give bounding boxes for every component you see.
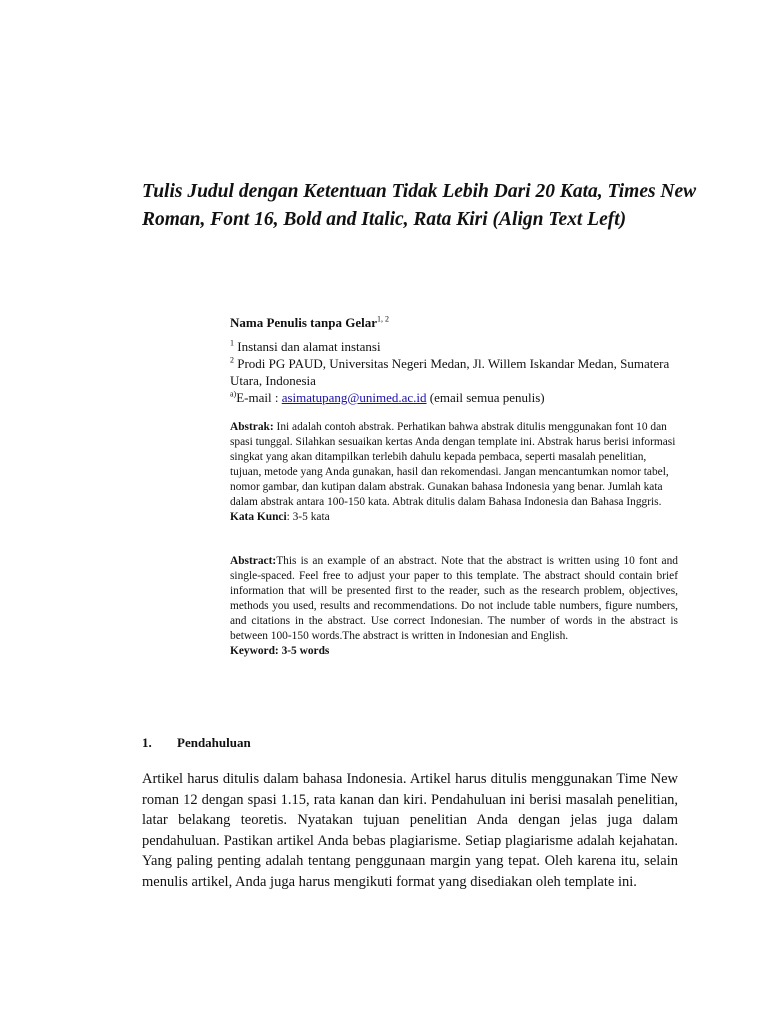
affiliation-2-text: Prodi PG PAUD, Universitas Negeri Medan, Jl. Willem Iskandar Medan, Sumatera Utara, Indonesia — [230, 356, 670, 388]
abstract-id-text: Ini adalah contoh abstrak. Perhatikan bahwa abstrak ditulis menggunakan font 10 dan spasi tunggal. Silahkan sesuaikan kertas Anda dengan template ini. Abstrak harus berisi informasi singkat yang akan ditampilkan terlebih dahulu kepada pembaca, seperti masalah penelitian, tujuan, metode yang Anda gunakan, hasil dan rekomendasi. Jangan mencantumkan nomor tabel, nomor gambar, dan kutipan dalam abstrak. Gunakan bahasa Indonesia yang benar. Jumlah kata dalam abstrak antara 100-150 kata. Abtrak ditulis dalam Bahasa Indonesia dan Bahasa Inggris. — [230, 421, 676, 508]
affiliation-1-sup: 1 — [230, 338, 234, 348]
email-suffix: (email semua penulis) — [426, 390, 545, 405]
email-link[interactable]: asimatupang@unimed.ac.id — [281, 390, 427, 405]
affiliation-1 — [230, 338, 678, 355]
email-prefix: E-mail : — [236, 390, 282, 405]
abstract-en-label: Abstract: — [230, 555, 277, 567]
section-body: Artikel harus ditulis dalam bahasa Indonesia. Artikel harus ditulis menggunakan Time New roman 12 dengan spasi 1.15, rata kanan dan kiri. Pendahuluan ini berisi masalah penelitian, latar belakang teoretis. Nyatakan tujuan penelitian Anda dengan jelas juga dalam pendahuluan. Pastikan artikel Anda bebas plagiarisme. Setiap plagiarisme adalah kejahatan. Yang paling penting adalah tentang penggunaan margin yang tepat. Oleh karena itu, selain menulis artikel, Anda juga harus mengikuti format yang disediakan oleh template ini. — [142, 771, 678, 890]
keywords-id — [230, 510, 678, 525]
author-name — [230, 314, 678, 332]
abstract-english — [230, 554, 678, 659]
section-number: 1. — [142, 735, 152, 750]
affiliation-1-text: Instansi dan alamat instansi — [234, 339, 381, 354]
section-title: Pendahuluan — [177, 735, 251, 750]
email-sup: a) — [230, 389, 237, 399]
author-name-text: Nama Penulis tanpa Gelar — [230, 315, 377, 330]
affiliation-2 — [230, 355, 678, 389]
abstract-en-paragraph — [230, 554, 678, 644]
abstract-en-text: This is an example of an abstract. Note that the abstract is written using 10 font and single-spaced. Feel free to adjust your paper to this template. The abstract should contain brief information that will be presented first to the reader, such as the research problem, objectives, methods you used, results and recommendations. Do not include table numbers, figure numbers, and citations in the abstract. Use correct Indonesian. The number of words in the abstract is between 100-150 words.The abstract is written in Indonesian and English. — [230, 555, 678, 642]
affiliation-2-sup: 2 — [230, 355, 234, 365]
abstract-id-paragraph — [230, 420, 678, 510]
abstract-indonesian — [230, 420, 678, 525]
keywords-id-label: Kata Kunci — [230, 511, 287, 523]
section-heading — [142, 734, 251, 752]
email-line — [230, 389, 678, 406]
author-block — [230, 314, 678, 406]
paper-title: Tulis Judul dengan Ketentuan Tidak Lebih Dari 20 Kata, Times New Roman, Font 16, Bold and Italic, Rata Kiri (Align Text Left) — [142, 181, 697, 230]
keywords-en: Keyword: 3-5 words — [230, 645, 330, 657]
abstract-id-label: Abstrak: — [230, 421, 274, 433]
keywords-id-text: : 3-5 kata — [286, 511, 330, 523]
author-superscript: 1, 2 — [376, 314, 389, 324]
